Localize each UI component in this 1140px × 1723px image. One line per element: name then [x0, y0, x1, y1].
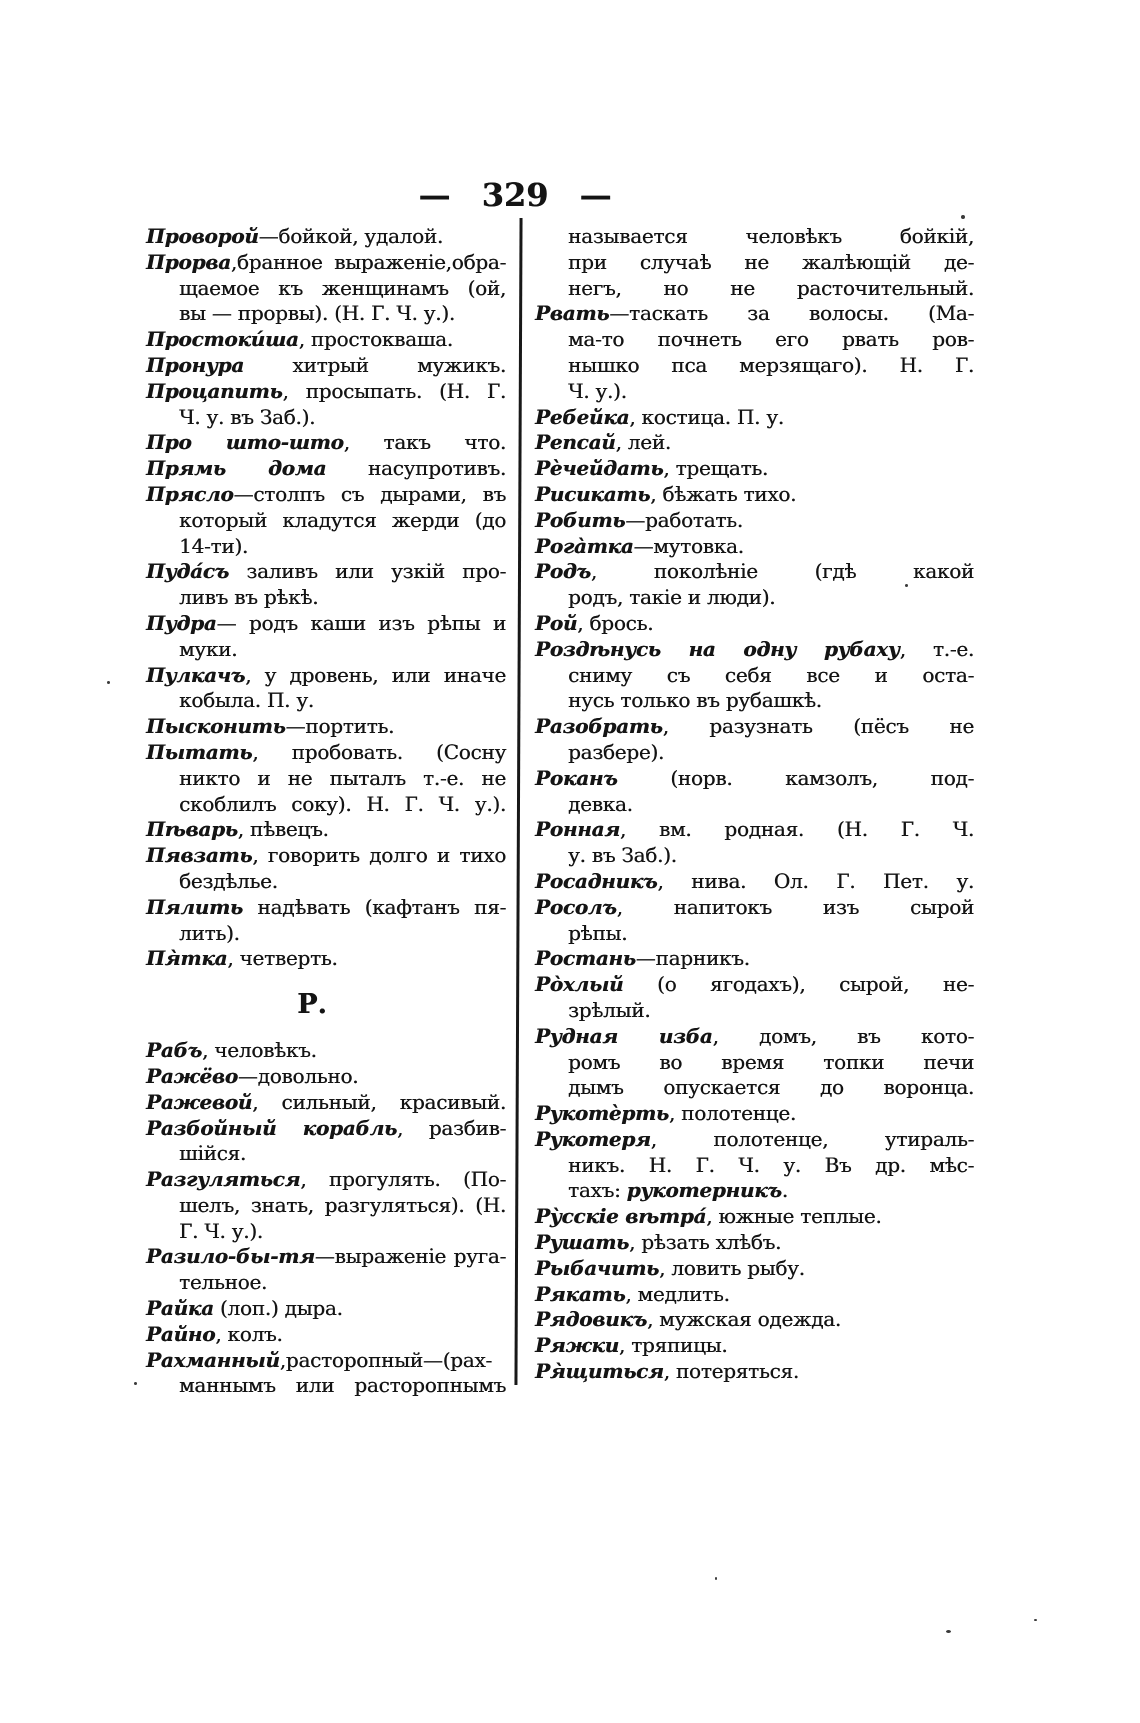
- entry-line: [535, 817, 974, 843]
- entry-line: [535, 1153, 974, 1179]
- dictionary-entry: [146, 482, 506, 559]
- entry-line: [535, 740, 974, 766]
- entry-text: , колъ.: [215, 1321, 283, 1346]
- dictionary-entry: [146, 1038, 506, 1064]
- entry-line: [146, 895, 506, 921]
- dictionary-entry: [535, 224, 974, 301]
- headword-italic: Рукотѐрть: [535, 1101, 669, 1126]
- ink-speck: [715, 1577, 717, 1580]
- headword-italic: Прясло: [146, 481, 234, 506]
- entry-text: вы — прорвы). (Н. Г. Ч. у.).: [179, 301, 455, 326]
- headword-italic: Ражевой: [146, 1089, 253, 1114]
- entry-line: [146, 1116, 506, 1142]
- entry-line: [146, 1244, 506, 1270]
- entry-line: [535, 637, 974, 663]
- dictionary-entry: [146, 456, 506, 482]
- dictionary-entry: [535, 1230, 974, 1256]
- dictionary-entry: [146, 1322, 506, 1348]
- entry-line: [535, 379, 974, 405]
- headword-italic: Ру̀сскіе вѣтра́: [535, 1204, 707, 1229]
- entry-text: , поколѣніе (гдѣ какой: [590, 559, 974, 584]
- entry-text: , южные теплые.: [706, 1204, 882, 1229]
- dictionary-entry: [535, 559, 974, 611]
- entry-line: [535, 405, 974, 431]
- entry-text: —довольно.: [237, 1063, 359, 1088]
- entry-line: [535, 843, 974, 869]
- entry-line: [535, 1256, 974, 1282]
- entry-line: [535, 663, 974, 689]
- entry-text: , костица. П. у.: [629, 404, 784, 429]
- entry-line: [146, 688, 506, 714]
- dictionary-entry: [535, 766, 974, 818]
- dictionary-entry: [535, 1127, 974, 1204]
- headword-italic: Рушать: [535, 1230, 629, 1255]
- entry-line: [146, 766, 506, 792]
- entry-text: надѣвать (кафтанъ пя-: [242, 894, 506, 919]
- entry-line: [535, 224, 974, 250]
- dictionary-entry: [146, 946, 506, 972]
- entry-text: , брось.: [577, 610, 654, 635]
- ink-speck: [961, 215, 965, 219]
- entry-text: —работать.: [625, 507, 743, 532]
- headword-italic: Разгуляться: [146, 1167, 301, 1192]
- entry-text: никто и не пыталъ т.-е. не: [179, 765, 506, 790]
- headword-italic: Прямь дома: [146, 456, 327, 481]
- entry-text: , бѣжать тихо.: [650, 481, 797, 506]
- dictionary-entry: [146, 611, 506, 663]
- entry-line: [146, 1348, 506, 1374]
- entry-line: [146, 1322, 506, 1348]
- entry-line: [535, 688, 974, 714]
- entry-line: [535, 921, 974, 947]
- dictionary-entry: [535, 482, 974, 508]
- entry-line: [146, 430, 506, 456]
- dictionary-entry: [535, 456, 974, 482]
- entry-line: [535, 869, 974, 895]
- ink-speck: [134, 1382, 137, 1385]
- entry-line: [535, 1050, 974, 1076]
- headword-italic: Рядовикъ: [535, 1307, 647, 1332]
- dictionary-entry: [535, 869, 974, 895]
- entry-text: негъ, но не расточительный.: [568, 275, 974, 300]
- entry-text: Ч. у. въ Заб.).: [179, 404, 316, 429]
- entry-line: [146, 921, 506, 947]
- headword-italic: Рыбачить: [535, 1255, 659, 1280]
- headword-italic: Рисикать: [535, 481, 651, 506]
- right-column: [535, 224, 974, 1385]
- dictionary-entry: [146, 327, 506, 353]
- entry-line: [535, 1024, 974, 1050]
- entry-text: нусь только въ рубашкѣ.: [568, 688, 822, 713]
- entry-text: , пробовать. (Сосну: [252, 739, 506, 764]
- headword-italic: Рякать: [535, 1281, 626, 1306]
- headword-italic: Пявзать: [146, 843, 253, 868]
- entry-line: [535, 534, 974, 560]
- entry-text: Г. Ч. у.).: [179, 1218, 263, 1243]
- dictionary-entry: [146, 740, 506, 817]
- entry-text: , пѣвецъ.: [237, 817, 329, 842]
- entry-text: , потеряться.: [663, 1359, 799, 1384]
- dictionary-entry: [535, 1204, 974, 1230]
- entry-text: ма-то почнеть его рвать ров-: [568, 327, 974, 352]
- headword-italic: Проворой: [146, 224, 259, 248]
- entry-text: заливъ или узкій про-: [228, 559, 506, 584]
- entry-text: у. въ Заб.).: [568, 843, 677, 868]
- headword-italic: Рой: [535, 610, 578, 635]
- entry-text: , простокваша.: [298, 327, 453, 352]
- entry-line: [535, 482, 974, 508]
- headword-italic: Рукотеря: [535, 1126, 651, 1151]
- entry-text: Ч. у.).: [568, 378, 627, 403]
- headword-italic: Росадникъ: [535, 868, 658, 893]
- entry-text: —парникъ.: [635, 946, 750, 971]
- dictionary-entry: [535, 1282, 974, 1308]
- entry-line: [535, 430, 974, 456]
- entry-text: (о ягодахъ), сырой, не-: [623, 972, 974, 997]
- entry-text: , напитокъ изъ сырой: [616, 894, 974, 919]
- entry-line: [146, 353, 506, 379]
- entry-text: кобыла. П. у.: [179, 688, 314, 713]
- dictionary-entry: [535, 817, 974, 869]
- entry-text: тахъ:: [568, 1178, 627, 1203]
- entry-text: разбере).: [568, 739, 665, 764]
- headword-italic: Ражёво: [146, 1063, 238, 1088]
- entry-text: шійся.: [179, 1141, 246, 1166]
- entry-text: , разузнать (пёсъ не: [662, 714, 974, 739]
- entry-line: [535, 946, 974, 972]
- entry-line: [146, 946, 506, 972]
- entry-line: [146, 637, 506, 663]
- entry-text: —столпъ съ дырами, въ: [233, 481, 506, 506]
- headword-italic: Про што-што: [146, 430, 344, 455]
- dictionary-entry: [146, 663, 506, 715]
- entry-line: [146, 482, 506, 508]
- entry-line: [146, 663, 506, 689]
- dictionary-entry: [535, 714, 974, 766]
- entry-line: [535, 895, 974, 921]
- entry-text: , ловить рыбу.: [659, 1255, 805, 1280]
- headword-italic: Роздѣнусь на одну рубаху: [535, 636, 900, 661]
- headword-italic: Рабъ: [146, 1038, 202, 1063]
- dictionary-entry: [146, 353, 506, 379]
- entry-line: [146, 1219, 506, 1245]
- entry-line: [146, 1193, 506, 1219]
- entry-text: ромъ во время топки печи: [568, 1049, 974, 1074]
- dictionary-entry: [535, 1024, 974, 1101]
- entry-text: насупротивъ.: [326, 456, 506, 481]
- dictionary-entry: [146, 1244, 506, 1296]
- headword-italic: Пялить: [146, 894, 243, 919]
- entry-text: родъ, такіе и люди).: [568, 585, 776, 610]
- entry-line: [146, 1038, 506, 1064]
- headword-italic: Пя̀тка: [146, 946, 228, 971]
- headword-italic: Пуда́съ: [146, 559, 229, 584]
- entry-text: , четверть.: [227, 946, 338, 971]
- headword-italic: Пытать: [146, 739, 253, 764]
- dictionary-entry: [535, 1101, 974, 1127]
- entry-line: [146, 1141, 506, 1167]
- entry-line: [535, 792, 974, 818]
- dictionary-entry: [146, 224, 506, 250]
- entry-text: (норв. камзолъ, под-: [617, 765, 974, 790]
- entry-text: , лей.: [615, 430, 671, 455]
- entry-line: [535, 1307, 974, 1333]
- entry-text: , у дровень, или иначе: [245, 662, 506, 687]
- entry-line: [535, 998, 974, 1024]
- headword-italic: Пронура: [146, 352, 244, 377]
- entry-line: [535, 1127, 974, 1153]
- entry-line: [535, 456, 974, 482]
- dictionary-entry: [146, 1348, 506, 1400]
- entry-line: [146, 1090, 506, 1116]
- headword-italic: Прорва: [146, 249, 231, 274]
- entry-text: —таскать за волосы. (Ма-: [609, 301, 974, 326]
- entry-line: [146, 224, 506, 250]
- dictionary-entry: [146, 1090, 506, 1116]
- left-column: [146, 224, 506, 1399]
- headword-italic: Пулкачъ: [146, 662, 246, 687]
- entry-text: никъ. Н. Г. Ч. у. Въ др. мѣс-: [568, 1152, 974, 1177]
- entry-text: , домъ, въ кото-: [712, 1023, 974, 1048]
- entry-line: [146, 1064, 506, 1090]
- entry-line: [146, 534, 506, 560]
- entry-line: [535, 1333, 974, 1359]
- dictionary-entry: [535, 508, 974, 534]
- entry-text: , трещать.: [663, 456, 769, 481]
- entry-line: [146, 456, 506, 482]
- entry-text: , просыпать. (Н. Г.: [282, 378, 506, 403]
- entry-line: [535, 1075, 974, 1101]
- dictionary-entry: [146, 1116, 506, 1168]
- headword-italic: Роканъ: [535, 765, 618, 790]
- entry-text: , тряпицы.: [618, 1333, 728, 1358]
- headword-italic: Ребейка: [535, 404, 630, 429]
- headword-italic: рукотерникъ: [626, 1178, 782, 1203]
- entry-line: [146, 714, 506, 740]
- dictionary-entry: [535, 972, 974, 1024]
- headword-italic: Разобрать: [535, 714, 663, 739]
- entry-line: [535, 585, 974, 611]
- entry-text: скоблилъ соку). Н. Г. Ч. у.).: [179, 791, 506, 816]
- entry-text: , говорить долго и тихо: [252, 843, 506, 868]
- entry-text: при случаѣ не жалѣющій де-: [568, 249, 974, 274]
- entry-line: [146, 817, 506, 843]
- entry-text: , полотенце.: [668, 1101, 796, 1126]
- headword-italic: Росолъ: [535, 894, 617, 919]
- entry-text: хитрый мужикъ.: [243, 352, 506, 377]
- page-number: — 329 —: [418, 176, 612, 214]
- entry-line: [535, 1204, 974, 1230]
- headword-italic: Процапить: [146, 378, 283, 403]
- column-divider-rule: [514, 218, 522, 1385]
- entry-line: [146, 843, 506, 869]
- entry-text: сниму съ себя все и оста-: [568, 662, 974, 687]
- entry-line: [535, 611, 974, 637]
- entry-line: [146, 250, 506, 276]
- dictionary-entry: [535, 534, 974, 560]
- entry-text: тельное.: [179, 1270, 268, 1295]
- ink-speck: [107, 681, 110, 684]
- entry-text: , полотенце, утираль-: [650, 1126, 974, 1151]
- entry-line: [146, 792, 506, 818]
- headword-italic: Ряжки: [535, 1333, 619, 1358]
- entry-text: , сильный, красивый.: [252, 1089, 506, 1114]
- entry-text: , разбив-: [396, 1115, 506, 1140]
- entry-text: (лоп.) дыра.: [213, 1296, 343, 1321]
- entry-line: [146, 508, 506, 534]
- entry-text: который кладутся жерди (до: [179, 507, 506, 532]
- entry-line: [146, 1270, 506, 1296]
- headword-italic: Пысконить: [146, 714, 286, 739]
- entry-text: .: [781, 1178, 788, 1203]
- ink-speck: [946, 1630, 951, 1633]
- entry-line: [535, 327, 974, 353]
- entry-text: , медлить.: [625, 1281, 730, 1306]
- entry-text: —портить.: [285, 714, 395, 739]
- entry-line: [535, 1178, 974, 1204]
- entry-line: [535, 1101, 974, 1127]
- dictionary-entry: [146, 843, 506, 895]
- dictionary-entry: [535, 430, 974, 456]
- dictionary-entry: [146, 1296, 506, 1322]
- entry-line: [146, 1373, 506, 1399]
- entry-text: , такъ что.: [343, 430, 506, 455]
- entry-text: —мутовка.: [633, 533, 744, 558]
- entry-line: [535, 250, 974, 276]
- entry-text: — родъ каши изъ рѣпы и: [216, 610, 506, 635]
- entry-line: [146, 869, 506, 895]
- entry-line: [146, 1167, 506, 1193]
- headword-italic: Ро̀хлый: [535, 972, 624, 997]
- entry-line: [535, 508, 974, 534]
- entry-text: ливъ въ рѣкѣ.: [179, 585, 319, 610]
- entry-line: [535, 1230, 974, 1256]
- entry-text: 14-ти).: [179, 533, 249, 558]
- headword-italic: Разило-бы-тя: [146, 1244, 315, 1269]
- entry-line: [146, 559, 506, 585]
- entry-text: нышко пса мерзящаго). Н. Г.: [568, 352, 974, 377]
- ink-speck: [905, 584, 908, 587]
- entry-text: бездѣлье.: [179, 868, 278, 893]
- dictionary-entry: [535, 1256, 974, 1282]
- dictionary-entry: [535, 1333, 974, 1359]
- entry-line: [146, 276, 506, 302]
- dictionary-entry: [535, 611, 974, 637]
- dictionary-entry: [146, 1064, 506, 1090]
- dictionary-entry: [146, 559, 506, 611]
- dictionary-entry: [535, 895, 974, 947]
- entry-line: [535, 559, 974, 585]
- headword-italic: Ростань: [535, 946, 636, 971]
- section-letter-heading: Р.: [297, 989, 327, 1021]
- dictionary-entry: [146, 817, 506, 843]
- entry-line: [535, 766, 974, 792]
- entry-line: [146, 379, 506, 405]
- entry-line: [535, 972, 974, 998]
- entry-line: [535, 276, 974, 302]
- entry-text: маннымъ или расторопнымъ: [179, 1373, 506, 1398]
- headword-italic: Ря̀щиться: [535, 1359, 664, 1384]
- entry-text: , нива. Ол. Г. Пет. у.: [657, 868, 974, 893]
- dictionary-entry: [535, 405, 974, 431]
- headword-italic: Родъ: [535, 559, 591, 584]
- entry-text: , вм. родная. (Н. Г. Ч.: [619, 817, 974, 842]
- entry-text: щаемое къ женщинамъ (ой,: [179, 275, 506, 300]
- headword-italic: Рудная изба: [535, 1023, 713, 1048]
- entry-line: [146, 585, 506, 611]
- entry-text: называется человѣкъ бойкій,: [568, 224, 974, 248]
- entry-line: [146, 301, 506, 327]
- dictionary-entry: [535, 637, 974, 714]
- dictionary-entry: [146, 895, 506, 947]
- entry-text: , рѣзать хлѣбъ.: [628, 1230, 782, 1255]
- entry-text: муки.: [179, 636, 238, 661]
- entry-text: лить).: [179, 920, 240, 945]
- entry-text: зрѣлый.: [568, 997, 651, 1022]
- dictionary-entry: [146, 430, 506, 456]
- dictionary-entry: [146, 1167, 506, 1244]
- dictionary-entry: [146, 250, 506, 327]
- entry-text: ,расторопный—(рах-: [279, 1347, 492, 1372]
- entry-text: шелъ, знать, разгуляться). (Н.: [179, 1192, 506, 1217]
- headword-italic: Рахманный: [146, 1347, 280, 1372]
- entry-text: , мужская одежда.: [646, 1307, 841, 1332]
- entry-line: [146, 327, 506, 353]
- entry-line: [146, 405, 506, 431]
- entry-line: [146, 611, 506, 637]
- entry-line: [535, 1282, 974, 1308]
- headword-italic: Райка: [146, 1296, 214, 1321]
- entry-text: —выраженіе руга-: [314, 1244, 506, 1269]
- headword-italic: Рвать: [535, 301, 610, 326]
- dictionary-entry: [535, 946, 974, 972]
- headword-italic: Рѐчейдать: [535, 456, 664, 481]
- headword-italic: Репсай: [535, 430, 616, 455]
- entry-text: , прогулять. (По-: [300, 1167, 506, 1192]
- entry-text: дымъ опускается до воронца.: [568, 1075, 974, 1100]
- entry-line: [535, 353, 974, 379]
- headword-italic: Разбойный корабль: [146, 1115, 397, 1140]
- entry-text: , т.-е.: [899, 636, 974, 661]
- dictionary-entry: [535, 1307, 974, 1333]
- entry-text: рѣпы.: [568, 920, 628, 945]
- headword-italic: Пѣварь: [146, 817, 238, 842]
- headword-italic: Рога̀тка: [535, 533, 634, 558]
- headword-italic: Робить: [535, 507, 626, 532]
- headword-italic: Райно: [146, 1321, 216, 1346]
- entry-line: [535, 714, 974, 740]
- dictionary-entry: [146, 379, 506, 431]
- entry-line: [146, 1296, 506, 1322]
- dictionary-entry: [535, 1359, 974, 1385]
- ink-speck: [1034, 1619, 1037, 1621]
- headword-italic: Ронная: [535, 817, 620, 842]
- headword-italic: Пудра: [146, 610, 217, 635]
- headword-italic: Простоки́ша: [146, 327, 299, 352]
- entry-line: [535, 1359, 974, 1385]
- entry-line: [535, 301, 974, 327]
- entry-text: —бойкой, удалой.: [258, 224, 443, 248]
- entry-text: ,бранное выраженіе,обра-: [230, 249, 506, 274]
- entry-line: [146, 740, 506, 766]
- dictionary-entry: [146, 714, 506, 740]
- dictionary-entry: [535, 301, 974, 404]
- entry-text: девка.: [568, 791, 633, 816]
- entry-text: , человѣкъ.: [201, 1038, 317, 1063]
